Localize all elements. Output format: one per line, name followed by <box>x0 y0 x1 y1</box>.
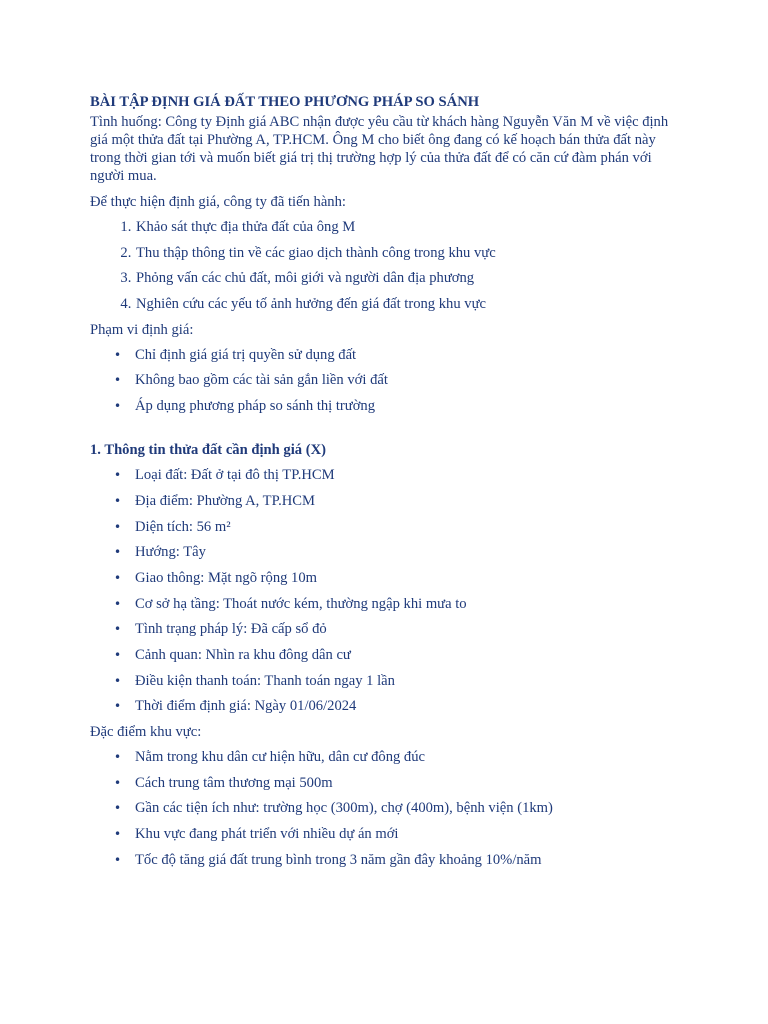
list-item: • Gần các tiện ích như: trường học (300m), chợ (400m), bệnh viện (1km) <box>135 799 680 817</box>
list-item: • Không bao gồm các tài sản gắn liền với đất <box>135 371 680 389</box>
list-item: • Thời điểm định giá: Ngày 01/06/2024 <box>135 697 680 715</box>
list-item: • Hướng: Tây <box>135 543 680 561</box>
list-item: • Cơ sở hạ tầng: Thoát nước kém, thường ngập khi mưa to <box>135 595 680 613</box>
list-item: • Cảnh quan: Nhìn ra khu đông dân cư <box>135 646 680 664</box>
scope-list <box>90 346 680 415</box>
section-1-heading: 1. Thông tin thửa đất cần định giá (X) <box>90 442 326 459</box>
list-item: • Nằm trong khu dân cư hiện hữu, dân cư đông đúc <box>135 748 680 766</box>
list-item: 4. Nghiên cứu các yếu tố ảnh hưởng đến giá đất trong khu vực <box>135 295 680 313</box>
list-item: • Áp dụng phương pháp so sánh thị trường <box>135 397 680 415</box>
document-page <box>90 93 680 876</box>
list-item: 1. Khảo sát thực địa thửa đất của ông M <box>135 218 680 236</box>
list-item: • Giao thông: Mặt ngõ rộng 10m <box>135 569 680 587</box>
list-item: • Khu vực đang phát triển với nhiều dự án mới <box>135 825 680 843</box>
situation-paragraph: Tình huống: Công ty Định giá ABC nhận được yêu cầu từ khách hàng Nguyễn Văn M về việc định giá một thửa đất tại Phường A, TP.HCM. Ông M cho biết ông đang có kế hoạch bán thửa đất này trong thời gian tới và muốn biết giá trị thị trường hợp lý của thửa đất để có căn cứ đàm phán với người mua. <box>90 114 669 184</box>
area-characteristics-list <box>90 748 680 869</box>
steps-list <box>90 218 680 313</box>
list-item: • Diện tích: 56 m² <box>135 518 680 536</box>
list-item: • Địa điểm: Phường A, TP.HCM <box>135 492 680 510</box>
parcel-info-list <box>90 466 680 715</box>
list-item: 3. Phỏng vấn các chủ đất, môi giới và người dân địa phương <box>135 269 680 287</box>
list-item: • Tốc độ tăng giá đất trung bình trong 3 năm gần đây khoảng 10%/năm <box>135 851 680 869</box>
scope-label: Phạm vi định giá: <box>90 321 194 338</box>
list-item: • Loại đất: Đất ở tại đô thị TP.HCM <box>135 466 680 484</box>
list-item: • Điều kiện thanh toán: Thanh toán ngay 1 lần <box>135 672 680 690</box>
list-item: • Tình trạng pháp lý: Đã cấp sổ đỏ <box>135 620 680 638</box>
steps-intro: Để thực hiện định giá, công ty đã tiến hành: <box>90 194 346 210</box>
list-item: 2. Thu thập thông tin về các giao dịch thành công trong khu vực <box>135 244 680 262</box>
list-item: • Cách trung tâm thương mại 500m <box>135 774 680 792</box>
document-title: BÀI TẬP ĐỊNH GIÁ ĐẤT THEO PHƯƠNG PHÁP SO SÁNH <box>90 94 480 110</box>
list-item: • Chỉ định giá giá trị quyền sử dụng đất <box>135 346 680 364</box>
area-label: Đặc điểm khu vực: <box>90 724 202 740</box>
